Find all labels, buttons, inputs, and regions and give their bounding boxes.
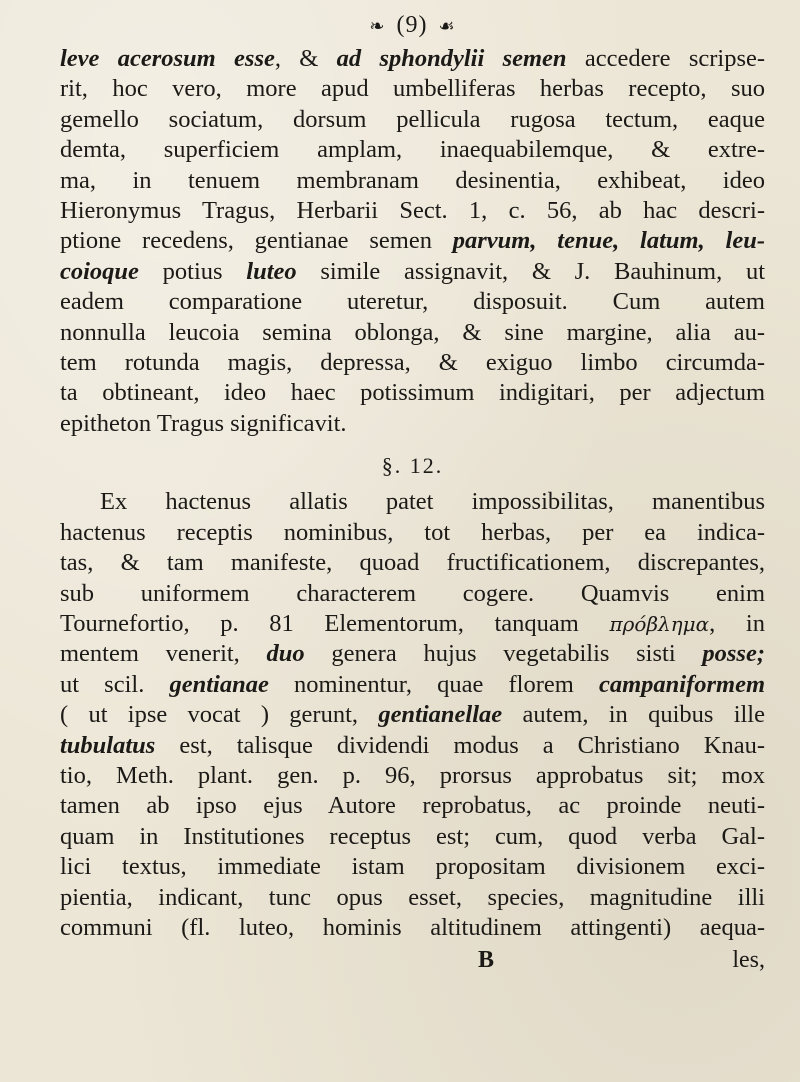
italic-term: campaniformem — [598, 670, 765, 698]
text-run: ma, in tenuem membranam desinentia, exhibeat, ideo — [60, 166, 765, 194]
text-line — [60, 579, 765, 609]
ornament-right-icon: ☙ — [438, 16, 456, 36]
italic-term: gentianae — [169, 670, 269, 698]
text-line — [60, 166, 765, 196]
text-line — [60, 74, 765, 104]
text-run: communi (fl. luteo, hominis altitudinem attingenti) aequa- — [60, 913, 765, 941]
text-line — [60, 348, 765, 378]
text-line — [60, 105, 765, 135]
page-footer — [60, 943, 765, 977]
text-run: Tournefortio, p. 81 Elementorum, tanquam — [60, 609, 610, 637]
text-run: sub uniformem characterem cogere. Quamvis enim — [60, 579, 765, 607]
text-run: genera hujus vegetabilis sisti — [304, 640, 703, 668]
italic-term: luteo — [246, 257, 297, 285]
page-header — [60, 8, 765, 44]
text-run: quam in Institutiones receptus est; cum, quod verba Gal- — [60, 822, 765, 850]
text-run: gemello sociatum, dorsum pellicula rugosa tectum, eaque — [60, 105, 765, 133]
paragraph-1 — [60, 44, 765, 439]
text-run: potius — [138, 257, 247, 285]
text-run: Ex hactenus allatis patet impossibilitas, manentibus — [100, 488, 765, 516]
text-line — [60, 226, 765, 256]
page-number: (9) — [396, 12, 428, 38]
text-line — [60, 257, 765, 287]
italic-term: gentianellae — [378, 701, 503, 729]
text-run: pientia, indicant, tunc opus esset, species, magnitudine illi — [60, 883, 765, 911]
text-line — [60, 883, 765, 913]
text-line — [60, 135, 765, 165]
italic-term: duo — [266, 640, 305, 668]
text-run: lici textus, immediate istam propositam divisionem exci- — [60, 853, 765, 881]
text-line — [60, 700, 765, 730]
text-run: ptione recedens, gentianae semen — [60, 227, 453, 255]
italic-term: leve acerosum esse — [60, 45, 275, 72]
paragraph-2 — [60, 487, 765, 943]
text-line — [60, 287, 765, 317]
greek-term: πρόβλημα — [609, 611, 710, 636]
italic-term: coioque — [60, 257, 139, 285]
text-run: demta, superficiem amplam, inaequabilemque, & extre- — [60, 136, 765, 164]
text-run: hactenus receptis nominibus, tot herbas, per ea indica- — [60, 518, 765, 546]
text-run: nominentur, quae florem — [268, 670, 599, 698]
text-line — [60, 409, 765, 439]
text-line — [60, 731, 765, 761]
text-run: , & — [274, 45, 337, 72]
text-line — [60, 196, 765, 226]
text-run: est, talisque dividendi modus a Christiano Knau- — [155, 731, 765, 759]
text-line — [60, 318, 765, 348]
text-run: nonnulla leucoia semina oblonga, & sine margine, alia au- — [60, 318, 765, 346]
ornament-left-icon: ❧ — [369, 16, 386, 36]
italic-term: posse; — [702, 640, 765, 668]
text-run: Hieronymus Tragus, Herbarii Sect. 1, c. 56, ab hac descri- — [60, 197, 765, 225]
text-line — [60, 487, 765, 517]
text-run: eadem comparatione uteretur, disposuit. Cum autem — [60, 288, 765, 316]
italic-term: tubulatus — [60, 731, 156, 759]
text-line — [60, 639, 765, 669]
italic-term: ad sphondylii semen — [336, 45, 567, 72]
section-heading: §. 12. — [381, 453, 444, 479]
text-line — [60, 852, 765, 882]
text-line — [60, 822, 765, 852]
text-line — [60, 44, 765, 74]
text-line — [60, 761, 765, 791]
text-run: tio, Meth. plant. gen. p. 96, prorsus approbatus sit; mox — [60, 761, 765, 789]
text-line — [60, 548, 765, 578]
text-run: ut scil. — [60, 670, 170, 698]
text-run: tem rotunda magis, depressa, & exiguo limbo circumda- — [60, 349, 765, 377]
text-run: accedere scripse- — [566, 45, 765, 72]
text-run: , in — [709, 609, 765, 637]
catchword: les, — [732, 947, 765, 974]
text-line — [60, 670, 765, 700]
text-run: ( ut ipse vocat ) gerunt, — [60, 701, 379, 729]
text-run: simile assignavit, & J. Bauhinum, ut — [296, 257, 765, 285]
text-run: tamen ab ipso ejus Autore reprobatus, ac proinde neuti- — [60, 792, 765, 820]
book-page — [60, 8, 765, 1078]
text-run: mentem venerit, — [60, 640, 267, 668]
text-run: tas, & tam manifeste, quoad fructificationem, discrepantes, — [60, 549, 765, 577]
signature-mark: B — [478, 947, 495, 974]
text-run: autem, in quibus ille — [502, 701, 765, 729]
text-line — [60, 791, 765, 821]
italic-term: parvum, tenue, latum, leu- — [452, 227, 765, 255]
text-run: ta obtineant, ideo haec potissimum indigitari, per adjectum — [60, 379, 765, 407]
text-line — [60, 378, 765, 408]
text-line — [60, 913, 765, 943]
text-run: epitheton Tragus significavit. — [60, 409, 347, 437]
text-line — [60, 518, 765, 548]
text-line — [60, 609, 765, 639]
text-run: rit, hoc vero, more apud umbelliferas herbas recepto, suo — [60, 75, 765, 103]
